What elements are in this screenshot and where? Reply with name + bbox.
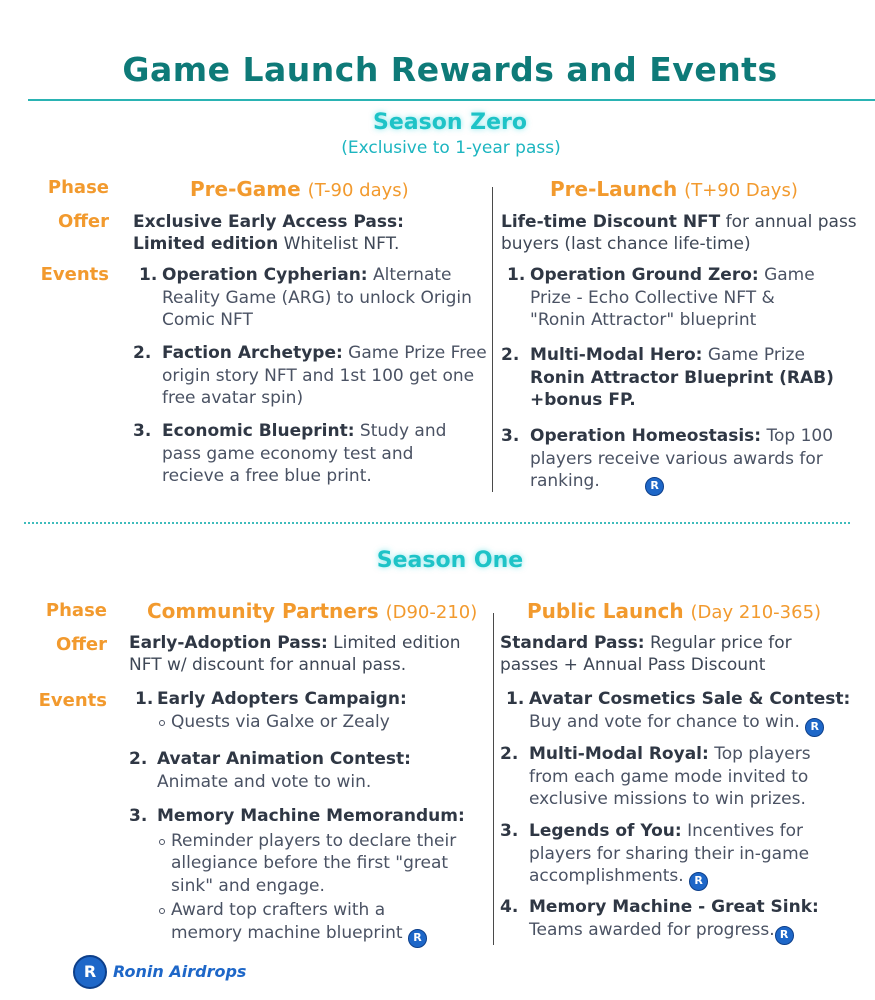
offer-text: for annual pass buyers (last chance life-time) — [501, 212, 857, 254]
ronin-logo-icon: R — [805, 718, 824, 737]
event-item — [501, 344, 846, 412]
sub-item: Reminder players to declare their allegiance before the first "great sink" and engage. — [157, 830, 485, 898]
ronin-logo-icon: R — [645, 477, 664, 496]
phase-timing: (T-90 days) — [307, 180, 409, 201]
event-number: 3. — [133, 421, 152, 441]
event-number: 1. — [139, 265, 158, 285]
event-number: 1. — [135, 689, 154, 709]
event-item — [139, 264, 489, 332]
season-zero-title: Season Zero — [373, 110, 527, 135]
page-title: Game Launch Rewards and Events — [122, 50, 778, 89]
event-name: Multi-Modal Hero: — [530, 345, 703, 365]
event-item — [506, 688, 871, 737]
offer-label: Offer — [56, 634, 107, 655]
brand-name: Ronin Airdrops — [113, 962, 247, 981]
offer-label: Offer — [58, 211, 109, 232]
event-bold-tail: Ronin Attractor Blueprint (RAB) +bonus FP. — [530, 367, 834, 410]
event-name: Faction Archetype: — [162, 343, 343, 363]
event-desc: Teams awarded for progress. — [529, 919, 775, 940]
offer-text: Whitelist NFT. — [278, 234, 400, 254]
offer-text: Regular price for passes + Annual Pass Discount — [500, 633, 792, 675]
event-desc: Buy and vote for chance to win. — [529, 711, 800, 732]
event-number: 2. — [133, 343, 152, 363]
event-item — [500, 896, 865, 945]
event-number: 4. — [500, 897, 519, 917]
pre-game-heading — [190, 177, 409, 201]
event-desc-row — [529, 919, 865, 945]
event-item — [129, 805, 485, 948]
ronin-logo-icon: R — [775, 926, 794, 945]
event-number: 1. — [506, 689, 525, 709]
event-desc: Top players from each game mode invited to exclusive missions to win prizes. — [529, 744, 811, 809]
offer-bold-text: Limited edition — [133, 234, 279, 254]
event-number: 2. — [500, 744, 519, 764]
event-desc: Game Prize - Echo Collective NFT & "Ronin Attractor" blueprint — [530, 265, 815, 330]
public-launch-offer — [500, 632, 830, 676]
event-number: 3. — [129, 806, 148, 826]
event-desc: Incentives for players for sharing their in-game accomplishments. — [529, 821, 810, 886]
column-divider — [493, 613, 494, 945]
offer-title: Exclusive Early Access Pass: — [133, 212, 404, 232]
ronin-logo-icon: R — [408, 929, 427, 948]
event-name: Memory Machine - Great Sink: — [529, 897, 819, 917]
event-name: Legends of You: — [529, 821, 682, 841]
community-partners-heading — [147, 599, 477, 623]
ronin-logo-icon: R — [689, 872, 708, 891]
event-number: 1. — [507, 265, 526, 285]
season-one-title: Season One — [376, 548, 524, 573]
event-item — [507, 264, 832, 332]
event-name: Avatar Cosmetics Sale & Contest: — [529, 689, 851, 709]
phase-timing: (Day 210-365) — [690, 602, 822, 623]
offer-text: Limited edition NFT w/ discount for annual pass. — [129, 633, 461, 675]
public-launch-heading — [527, 599, 821, 623]
event-name: Memory Machine Memorandum: — [157, 806, 465, 826]
pre-game-offer — [133, 211, 485, 255]
event-number: 2. — [129, 749, 148, 769]
events-label: Events — [40, 264, 109, 285]
event-item — [500, 743, 850, 811]
offer-title: Life-time Discount NFT — [501, 212, 721, 232]
event-desc: Game Prize Free origin story NFT and 1st 100 get one free avatar spin) — [162, 343, 487, 408]
event-desc: Top 100 players receive various awards for ranking. — [530, 426, 834, 491]
offer-title: Early-Adoption Pass: — [129, 633, 328, 653]
event-name: Multi-Modal Royal: — [529, 744, 709, 764]
season-zero-subtitle: (Exclusive to 1-year pass) — [341, 138, 561, 158]
event-name: Operation Cypherian: — [162, 265, 368, 285]
column-divider — [492, 187, 493, 492]
event-name: Operation Ground Zero: — [530, 265, 759, 285]
events-label: Events — [38, 690, 107, 711]
phase-name: Pre-Launch — [550, 177, 678, 201]
event-number: 3. — [500, 821, 519, 841]
event-desc: Study and pass game economy test and recieve a free blue print. — [162, 421, 447, 486]
event-number: 2. — [501, 345, 520, 365]
event-name: Early Adopters Campaign: — [157, 689, 407, 709]
phase-label: Phase — [47, 177, 109, 198]
ronin-logo-icon: R — [73, 955, 107, 989]
phase-name: Pre-Game — [190, 177, 301, 201]
phase-timing: (D90-210) — [385, 602, 478, 623]
title-divider — [28, 99, 875, 101]
event-item — [133, 342, 489, 410]
sub-item-text: Award top crafters with a memory machine blueprint — [171, 900, 403, 943]
event-number: 3. — [501, 426, 520, 446]
event-desc: Alternate Reality Game (ARG) to unlock Origin Comic NFT — [162, 265, 472, 330]
event-name: Avatar Animation Contest: — [157, 749, 411, 769]
event-item — [501, 425, 873, 496]
event-item — [133, 420, 478, 488]
phase-label: Phase — [45, 600, 107, 621]
sub-item: Quests via Galxe or Zealy — [157, 711, 485, 734]
event-desc: Animate and vote to win. — [157, 771, 372, 792]
event-name: Operation Homeostasis: — [530, 426, 762, 446]
event-item — [135, 688, 485, 733]
event-desc-row — [529, 711, 871, 737]
sub-item — [157, 899, 452, 948]
event-name: Economic Blueprint: — [162, 421, 355, 441]
pre-launch-offer — [501, 211, 873, 255]
event-item — [129, 748, 485, 793]
season-divider — [24, 522, 850, 524]
phase-timing: (T+90 Days) — [684, 180, 798, 201]
pre-launch-heading — [550, 177, 798, 201]
event-item — [500, 820, 850, 891]
offer-title: Standard Pass: — [500, 633, 645, 653]
phase-name: Community Partners — [147, 599, 379, 623]
event-desc: Game Prize — [702, 345, 805, 365]
phase-name: Public Launch — [527, 599, 684, 623]
community-partners-offer — [129, 632, 485, 676]
